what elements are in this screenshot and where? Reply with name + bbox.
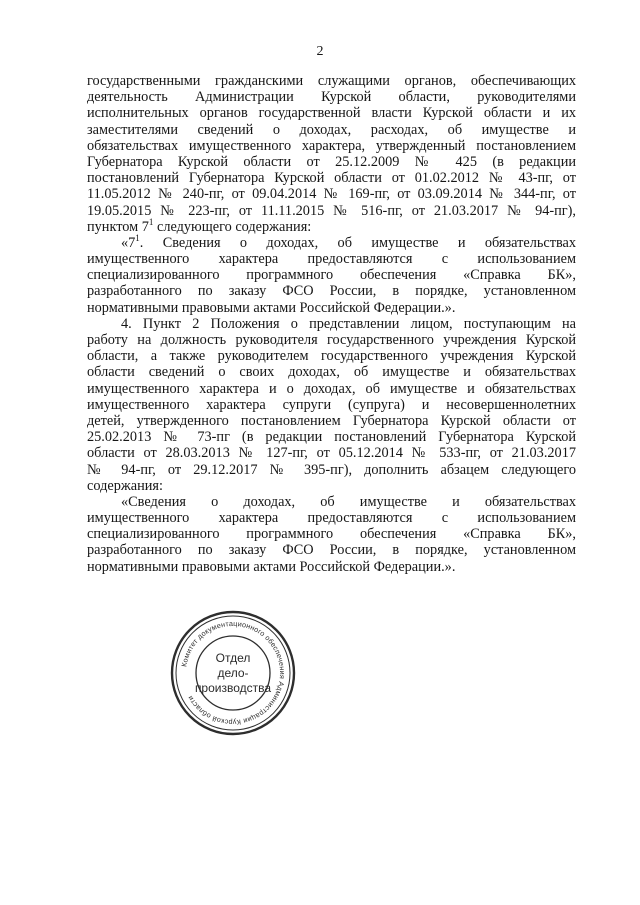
text-line: государственными гражданскими служащими органов, обеспечивающих [87, 73, 576, 89]
text-fragment: «7 [121, 234, 136, 251]
text-line: специализированного программного обеспечения «Справка БК», [87, 526, 576, 543]
text-line: деятельность Администрации Курской области, руководителями [87, 89, 576, 106]
text-line: содержания: [87, 477, 163, 494]
text-line: 25.02.2013 № 73-пг (в редакции постановлений Губернатора Курской [87, 429, 576, 446]
office-stamp [169, 609, 297, 737]
text-fragment: пунктом 7 [87, 218, 149, 235]
text-line: 11.05.2012 № 240-пг, от 09.04.2014 № 169-пг, от 03.09.2014 № 344-пг, от [87, 186, 576, 203]
text-line: работу на должность руководителя государственного учреждения Курской [87, 332, 576, 348]
text-line: имущественного характера и о доходах, об имуществе и обязательствах [87, 380, 576, 397]
text-line: детей, утвержденного постановлением Губернатора Курской области от [87, 412, 576, 429]
quoted-paragraph-start: «Сведения о доходах, об имуществе и обязательствах [121, 493, 576, 510]
stamp-line: производства [194, 680, 272, 695]
text-line: постановлений Губернатора Курской области от 01.02.2012 № 43-пг, от [87, 170, 576, 187]
text-line: № 94-пг, от 29.12.2017 № 395-пг), дополнить абзацем следующего [87, 461, 576, 478]
text-line: имущественного характера предоставляются с использованием [87, 510, 576, 527]
text-line: нормативными правовыми актами Российской Федерации.». [87, 558, 456, 575]
page-number: 2 [316, 44, 324, 59]
text-line-with-superscript [87, 216, 576, 235]
text-fragment: . Сведения о доходах, об имуществе и обязательствах [139, 234, 576, 251]
text-line: имущественного характера супруги (супруга) и несовершеннолетних [87, 396, 576, 413]
text-line: обязательствах имущественного характера, утвержденный постановлением [87, 137, 576, 154]
document-body [87, 73, 576, 575]
text-line: области, а также руководителем государственного учреждения Курской [87, 348, 576, 365]
quoted-paragraph-start [87, 235, 576, 251]
stamp-line: дело- [217, 665, 249, 680]
superscript: 1 [135, 233, 140, 244]
stamp-line: Отдел [215, 650, 251, 665]
text-line: разработанного по заказу ФСО России, в порядке, установленном [87, 283, 576, 300]
text-line: исполнительных органов государственной власти Курской области и их [87, 105, 576, 122]
text-line: разработанного по заказу ФСО России, в порядке, установленном [87, 542, 576, 559]
text-line: области сведений о своих доходах, об имуществе и обязательствах [87, 364, 576, 381]
text-line: нормативными правовыми актами Российской Федерации.». [87, 299, 456, 316]
text-line: специализированного программного обеспечения «Справка БК», [87, 267, 576, 284]
text-line: области от 28.03.2013 № 127-пг, от 05.12.2014 № 533-пг, от 21.03.2017 [87, 445, 576, 462]
stamp-ring-text: Комитет документационного обеспечения Администрации Курской области [179, 618, 288, 728]
paragraph-4-start: 4. Пункт 2 Положения о представлении лицом, поступающим на [121, 315, 576, 332]
text-line: 19.05.2015 № 223-пг, от 11.11.2015 № 516-пг, от 21.03.2017 № 94-пг), [87, 202, 576, 219]
text-line: имущественного характера предоставляются с использованием [87, 251, 576, 268]
superscript: 1 [148, 216, 154, 227]
stamp-center-text [169, 609, 297, 737]
text-line: заместителями сведений о доходах, расходах, об имуществе и [87, 121, 576, 138]
text-line: Губернатора Курской области от 25.12.2009 № 425 (в редакции [87, 153, 576, 170]
text-fragment: следующего содержания: [153, 218, 312, 235]
